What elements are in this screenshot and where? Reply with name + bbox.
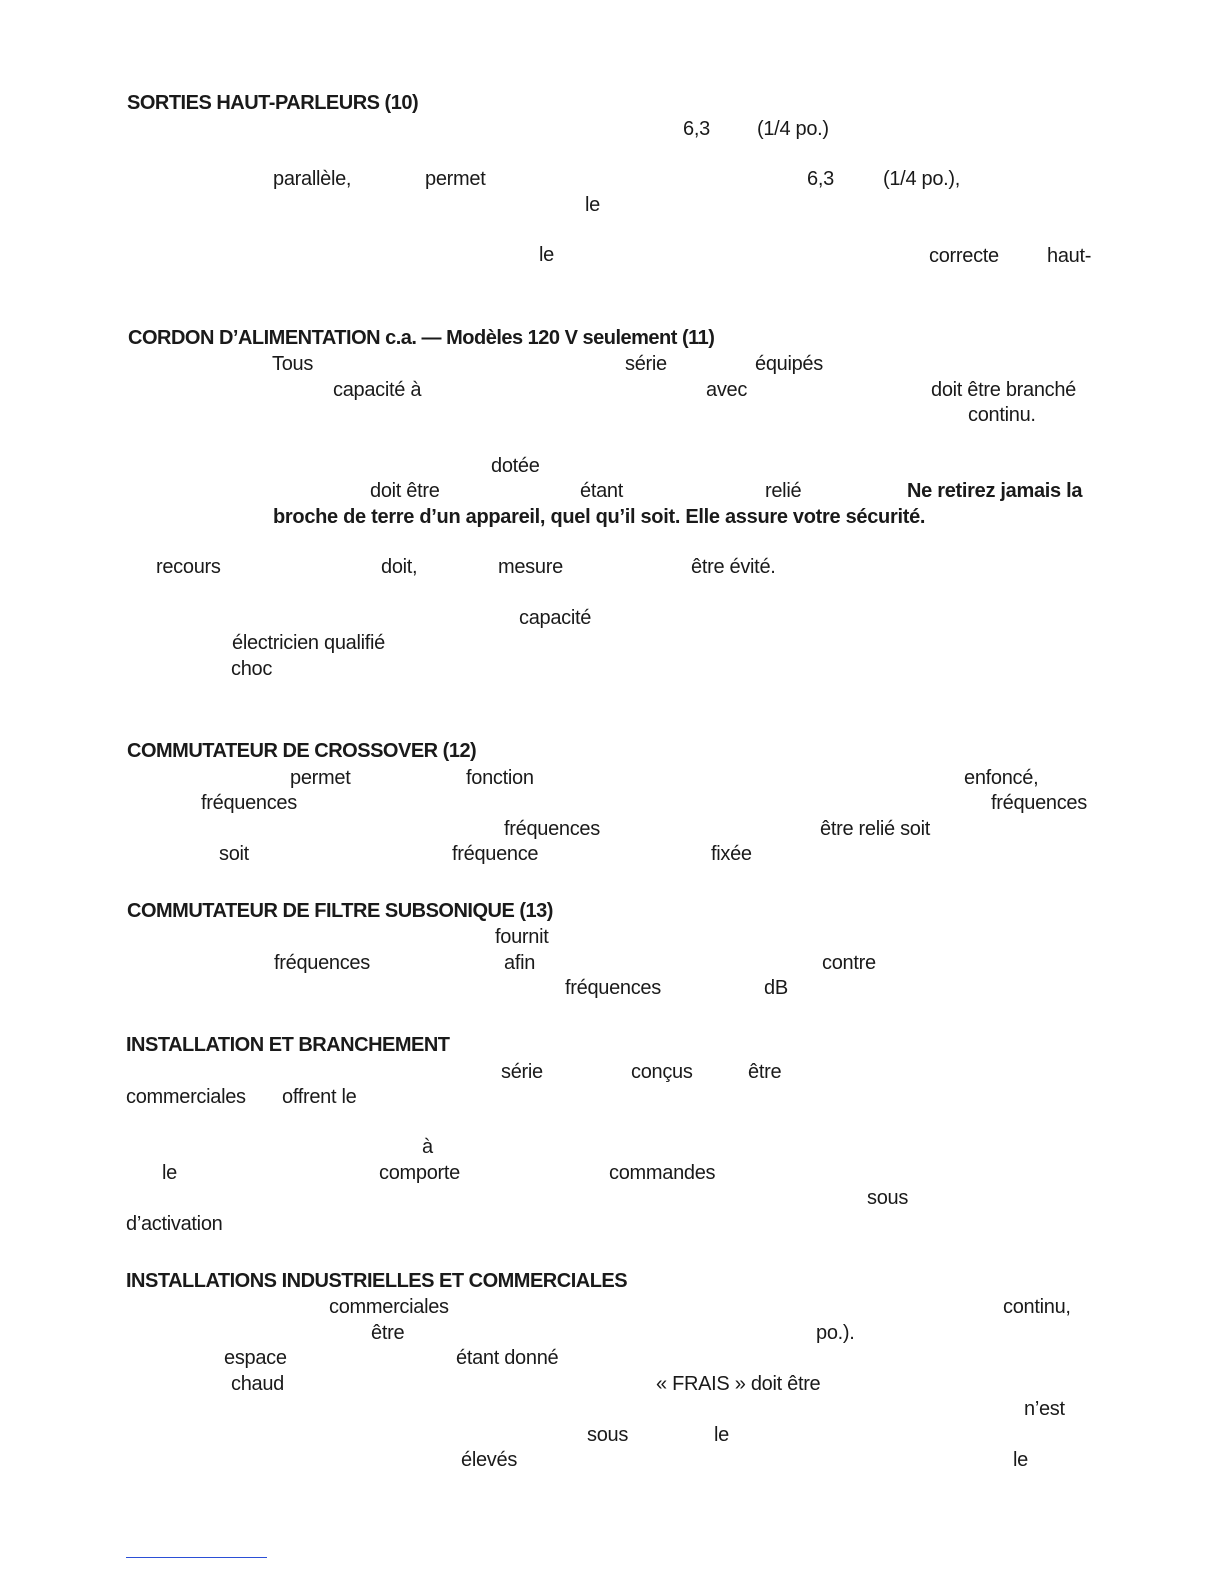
text-fragment: sous (867, 1187, 909, 1209)
text-fragment: (1/4 po.) (757, 118, 829, 140)
text-fragment: choc (231, 658, 273, 680)
text-fragment: à (422, 1136, 433, 1158)
text-fragment: fréquences (504, 818, 600, 840)
text-fragment: offrent le (282, 1086, 357, 1108)
text-fragment: « FRAIS » doit être (656, 1373, 821, 1395)
text-fragment: dB (764, 977, 788, 999)
text-fragment: fonction (466, 767, 534, 789)
text-fragment: étant donné (456, 1347, 559, 1369)
text-fragment: avec (706, 379, 748, 401)
text-fragment: permet (425, 168, 486, 190)
text-fragment: espace (224, 1347, 287, 1369)
text-fragment: commerciales (126, 1086, 246, 1108)
text-fragment: doit, (381, 556, 418, 578)
section-heading-installation: INSTALLATION ET BRANCHEMENT (126, 1034, 450, 1056)
section-heading-speaker-outputs: SORTIES HAUT-PARLEURS (10) (127, 92, 419, 114)
text-fragment: capacité (519, 607, 592, 629)
text-fragment: le (585, 194, 600, 216)
text-fragment: relié (765, 480, 802, 502)
text-fragment: po.). (816, 1322, 855, 1344)
text-fragment: haut- (1047, 245, 1092, 267)
text-fragment: enfoncé, (964, 767, 1039, 789)
text-fragment: le (714, 1424, 729, 1446)
text-fragment: mesure (498, 556, 563, 578)
text-fragment: soit (219, 843, 249, 865)
ground-warning-text: Ne retirez jamais la (907, 480, 1083, 502)
text-fragment: série (501, 1061, 543, 1083)
text-fragment: correcte (929, 245, 999, 267)
text-fragment: fréquences (201, 792, 297, 814)
text-fragment: être évité. (691, 556, 776, 578)
text-fragment: (1/4 po.), (883, 168, 961, 190)
text-fragment: série (625, 353, 667, 375)
text-fragment: capacité à (333, 379, 422, 401)
text-fragment: le (539, 244, 554, 266)
text-fragment: électricien qualifié (232, 632, 385, 654)
text-fragment: parallèle, (273, 168, 352, 190)
text-fragment: fréquences (991, 792, 1087, 814)
text-fragment: être relié soit (820, 818, 930, 840)
text-fragment: être (748, 1061, 782, 1083)
text-fragment: être (371, 1322, 405, 1344)
text-fragment: doit être (370, 480, 440, 502)
text-fragment: le (1013, 1449, 1028, 1471)
text-fragment: fréquences (274, 952, 370, 974)
section-heading-industrial-installations: INSTALLATIONS INDUSTRIELLES ET COMMERCIALES (126, 1270, 628, 1292)
text-fragment: 6,3 (807, 168, 834, 190)
section-heading-power-cord: CORDON D’ALIMENTATION c.a. — Modèles 120 V seulement (11) (128, 327, 715, 349)
text-fragment: fréquences (565, 977, 661, 999)
text-fragment: permet (290, 767, 351, 789)
text-fragment: commandes (609, 1162, 716, 1184)
text-fragment: continu, (1003, 1296, 1071, 1318)
text-fragment: comporte (379, 1162, 460, 1184)
text-fragment: sous (587, 1424, 629, 1446)
text-fragment: le (162, 1162, 177, 1184)
text-fragment: commerciales (329, 1296, 449, 1318)
section-heading-crossover: COMMUTATEUR DE CROSSOVER (12) (127, 740, 477, 762)
text-fragment: d’activation (126, 1213, 223, 1235)
text-fragment: contre (822, 952, 876, 974)
text-fragment: dotée (491, 455, 540, 477)
text-fragment: doit être branché (931, 379, 1076, 401)
text-fragment: continu. (968, 404, 1036, 426)
text-fragment: fréquence (452, 843, 539, 865)
text-fragment: 6,3 (683, 118, 710, 140)
text-fragment: fournit (495, 926, 549, 948)
text-fragment: recours (156, 556, 221, 578)
text-fragment: fixée (711, 843, 752, 865)
section-heading-subsonic-filter: COMMUTATEUR DE FILTRE SUBSONIQUE (13) (127, 900, 553, 922)
text-fragment: élevés (461, 1449, 518, 1471)
footnote-divider (126, 1557, 267, 1558)
text-fragment: équipés (755, 353, 823, 375)
text-fragment: Tous (272, 353, 314, 375)
text-fragment: chaud (231, 1373, 284, 1395)
text-fragment: conçus (631, 1061, 693, 1083)
ground-warning-text: broche de terre d’un appareil, quel qu’il soit. Elle assure votre sécurité. (273, 506, 926, 528)
text-fragment: afin (504, 952, 536, 974)
text-fragment: n’est (1024, 1398, 1065, 1420)
text-fragment: étant (580, 480, 623, 502)
